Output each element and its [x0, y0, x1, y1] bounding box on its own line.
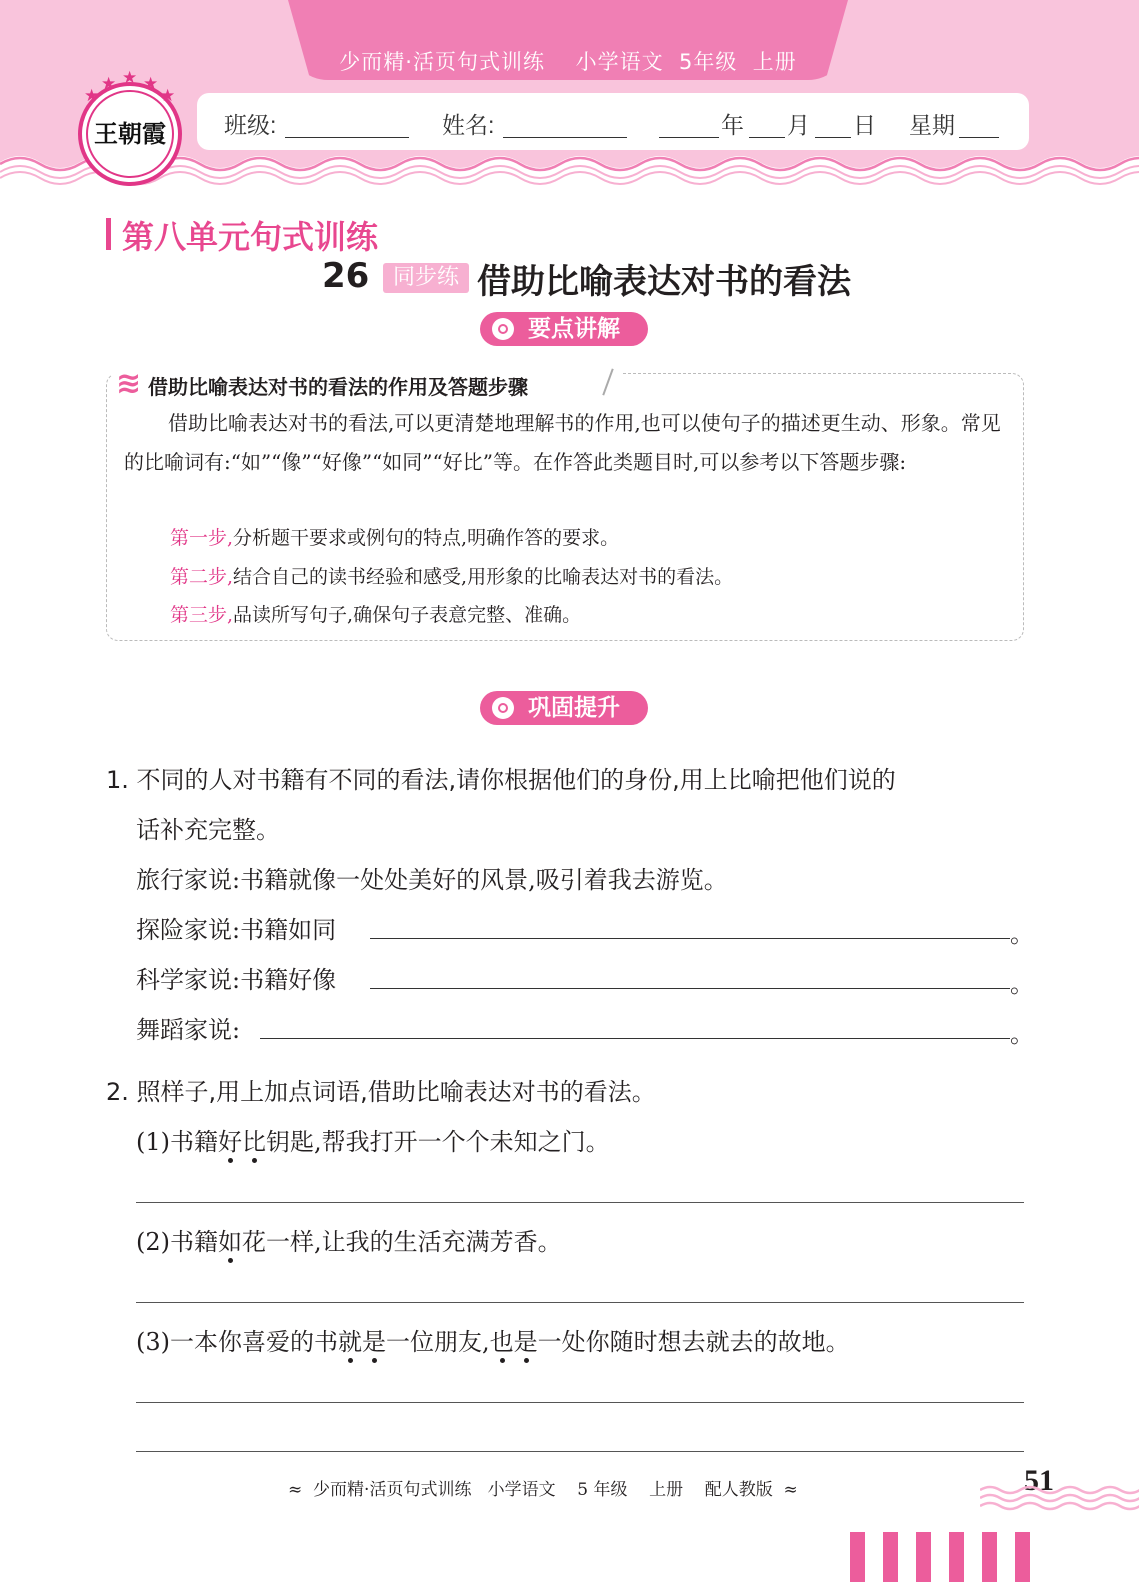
- q2-item-2-before: (2)书籍: [136, 1228, 218, 1256]
- step-1-text: 分析题干要求或例句的特点,明确作答的要求。: [233, 527, 620, 549]
- key-box-paragraph: 借助比喻表达对书的看法,可以更清楚地理解书的作用,也可以使句子的描述更生动、形象。常见的比喻词有:“如”“像”“好像”“如同”“好比”等。在作答此类题目时,可以参考以下答题步骤:: [124, 411, 1001, 474]
- series-title: 少而精·活页句式训练 小学语文 5年级 上册: [339, 50, 797, 74]
- lesson-title: 借助比喻表达对书的看法: [477, 262, 851, 302]
- emphasis-dot: [228, 1158, 233, 1163]
- q2-item-3-dotted: [338, 1322, 386, 1357]
- key-points-section-label: [480, 312, 648, 346]
- student-info-box: [197, 93, 1029, 150]
- weekday-label: 星期: [909, 112, 955, 138]
- q2-item-1-dotted-word: 好比: [218, 1128, 266, 1156]
- class-label: 班级:: [224, 112, 277, 138]
- q2-answer-line-4[interactable]: [136, 1451, 1024, 1452]
- star-icon: ★: [160, 86, 176, 106]
- year-field[interactable]: [659, 137, 719, 138]
- practice-label: 巩固提升: [528, 695, 620, 721]
- q2-item-3-after: 一处你随时想去就去的故地。: [537, 1328, 850, 1356]
- emphasis-dot: [524, 1358, 529, 1363]
- footer-bar: [850, 1532, 865, 1582]
- q2-item-1: [136, 1122, 610, 1157]
- step-3: [170, 600, 581, 627]
- q2-answer-line-3[interactable]: [136, 1402, 1024, 1403]
- q2-item-2-dotted: [218, 1222, 242, 1257]
- step-3-text: 品读所写句子,确保句子表意完整、准确。: [233, 604, 582, 626]
- month-field[interactable]: [749, 137, 785, 138]
- q2-item-2-after: 花一样,让我的生活充满芳香。: [242, 1228, 562, 1256]
- emphasis-dot: [500, 1358, 505, 1363]
- q1-blank-2-end: 。: [1010, 970, 1034, 998]
- q1-blank-1-field[interactable]: [370, 938, 1010, 939]
- lesson-number: 26: [322, 256, 370, 296]
- month-label: 月: [787, 112, 810, 138]
- q1-blank-2-field[interactable]: [370, 988, 1010, 989]
- step-2: [170, 562, 733, 589]
- logo-text: 王朝霞: [94, 119, 166, 148]
- emphasis-dot: [228, 1258, 233, 1263]
- day-label: 日: [853, 112, 876, 138]
- medal-icon: [492, 697, 514, 719]
- q1-prompt-line2: 话补充完整。: [136, 816, 280, 844]
- q2-item-3-before: (3)一本你喜爱的书: [136, 1328, 338, 1356]
- medal-icon: [492, 318, 514, 340]
- q1-blank-1-prefix: 探险家说:书籍如同: [136, 916, 337, 944]
- star-icon: ★: [143, 74, 159, 94]
- q2-prompt: 2. 照样子,用上加点词语,借助比喻表达对书的看法。: [106, 1078, 656, 1106]
- emphasis-dot: [348, 1358, 353, 1363]
- step-2-label: 第二步,: [170, 566, 234, 588]
- q2-answer-line-1[interactable]: [136, 1202, 1024, 1203]
- emphasis-dot: [252, 1158, 257, 1163]
- q2-item-3: [136, 1322, 850, 1357]
- q1-prompt-line1: 1. 不同的人对书籍有不同的看法,请你根据他们的身份,用上比喻把他们说的: [106, 766, 896, 794]
- step-1-label: 第一步,: [170, 527, 234, 549]
- q2-item-1-dotted: [218, 1122, 266, 1157]
- q1-blank-3-prefix: 舞蹈家说:: [136, 1016, 241, 1044]
- q1-example: 旅行家说:书籍就像一处处美好的风景,吸引着我去游览。: [136, 866, 728, 894]
- class-field[interactable]: [285, 137, 409, 138]
- q2-answer-line-2[interactable]: [136, 1302, 1024, 1303]
- footer-text: ≈ 少而精·活页句式训练 小学语文 5 年级 上册 配人教版 ≈: [288, 1480, 798, 1500]
- practice-section-label: [480, 691, 648, 725]
- year-label: 年: [721, 112, 744, 138]
- step-1: [170, 523, 619, 550]
- sync-practice-badge: 同步练: [383, 263, 469, 293]
- footer-bar: [883, 1532, 898, 1582]
- footer-bar: [1015, 1532, 1030, 1582]
- q1-blank-2-prefix: 科学家说:书籍好像: [136, 966, 337, 994]
- page-number: 51: [1024, 1464, 1054, 1497]
- star-icon: ★: [101, 74, 117, 94]
- q1-blank-3-end: 。: [1010, 1020, 1034, 1048]
- q2-item-1-before: (1)书籍: [136, 1128, 218, 1156]
- emphasis-dot: [372, 1358, 377, 1363]
- q2-item-2: [136, 1222, 562, 1257]
- wave-icon: ≋: [116, 366, 142, 401]
- q2-item-3-dotted-2: [490, 1322, 538, 1357]
- name-field[interactable]: [503, 137, 627, 138]
- q2-item-3-middle: 一位朋友,: [386, 1328, 490, 1356]
- step-3-label: 第三步,: [170, 604, 234, 626]
- q1-blank-1-end: 。: [1010, 920, 1034, 948]
- q2-item-1-after: 钥匙,帮我打开一个个未知之门。: [266, 1128, 610, 1156]
- q1-blank-3-field[interactable]: [260, 1038, 1010, 1039]
- unit-title-bar: [106, 218, 111, 250]
- q2-item-3-dotted-word: 就是: [338, 1328, 386, 1356]
- key-points-label: 要点讲解: [528, 316, 620, 342]
- footer-wave: [980, 1480, 1139, 1520]
- footer-bar: [982, 1532, 997, 1582]
- step-2-text: 结合自己的读书经验和感受,用形象的比喻表达对书的看法。: [233, 566, 734, 588]
- day-field[interactable]: [815, 137, 851, 138]
- key-box-heading: 借助比喻表达对书的看法的作用及答题步骤: [148, 375, 528, 399]
- name-label: 姓名:: [442, 112, 495, 138]
- q2-item-2-dotted-word: 如: [218, 1228, 242, 1256]
- unit-title: 第八单元句式训练: [122, 218, 379, 256]
- footer-bar: [916, 1532, 931, 1582]
- footer-bar: [949, 1532, 964, 1582]
- star-icon: ★: [84, 86, 100, 106]
- weekday-field[interactable]: [959, 137, 999, 138]
- q2-item-3-dotted-word-2: 也是: [489, 1328, 538, 1356]
- star-icon: ★: [122, 68, 138, 88]
